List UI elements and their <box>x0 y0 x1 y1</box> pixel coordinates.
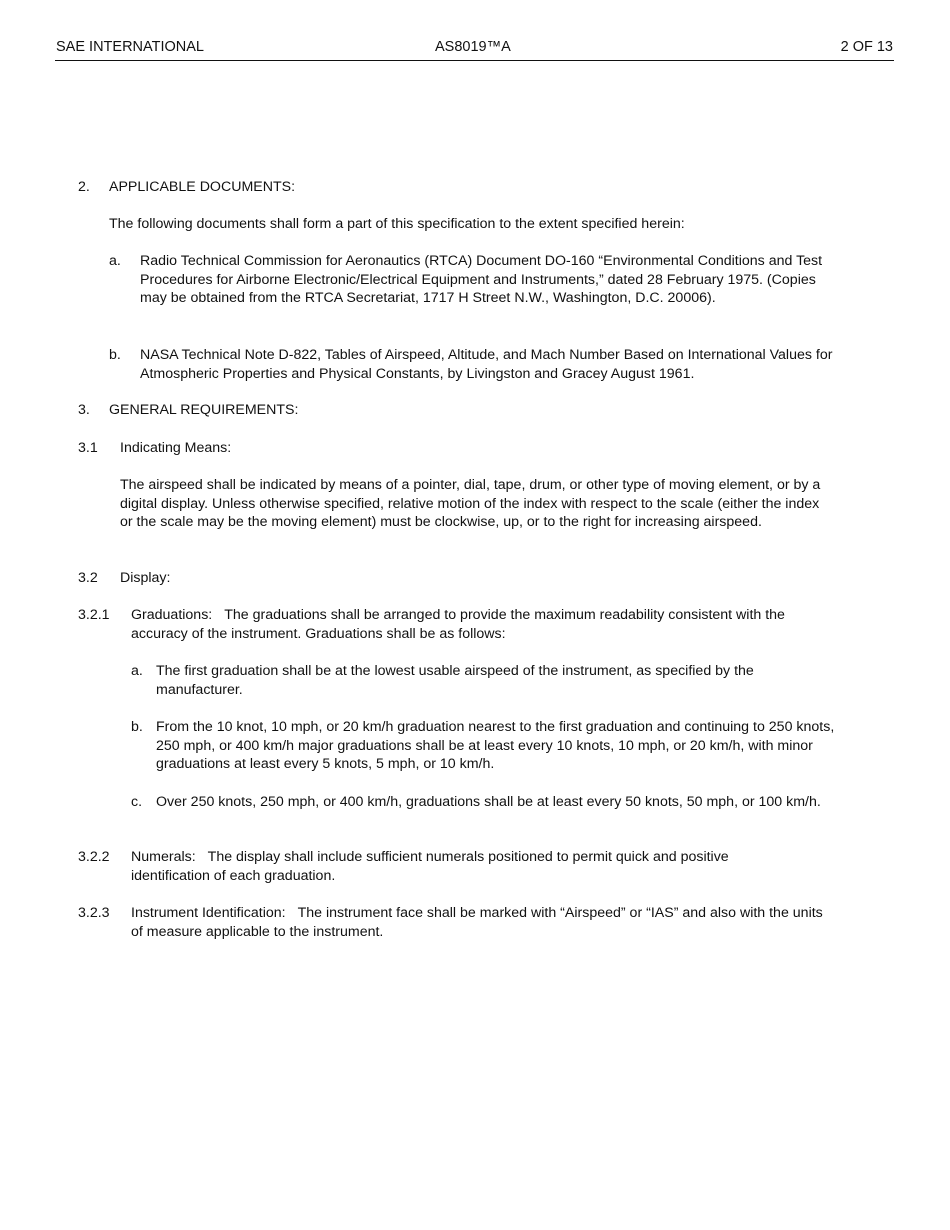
section-3-2-3-text: The instrument face shall be marked with “Airspeed” or “IAS” and also with the units of measure applicable to the instrument. <box>131 905 823 940</box>
header-doc-number: AS8019™A <box>435 39 511 55</box>
section-3-2-1-number: 3.2.1 <box>78 607 110 623</box>
section-3-2-3-number: 3.2.3 <box>78 905 110 921</box>
page-header <box>55 38 894 61</box>
section-3-1-title: Indicating Means: <box>120 440 232 456</box>
section-3-2-3-title: Instrument Identification: <box>131 905 286 921</box>
section-3-2-number: 3.2 <box>78 570 98 586</box>
section-2-number: 2. <box>78 179 90 195</box>
section-2-item-b-text: NASA Technical Note D-822, Tables of Airspeed, Altitude, and Mach Number Based on International Values for Atmospheric Properties and Physical Constants, by Livingston and Gracey August 1961. <box>140 347 833 382</box>
section-3-2-1-item-c-label: c. <box>131 794 143 810</box>
section-3-2-1-paragraph <box>131 606 831 643</box>
section-3-1-text: The airspeed shall be indicated by means of a pointer, dial, tape, drum, or other type of moving element, or by a digital display. Unless otherwise specified, relative motion of the index with respect to the scale (either the index or the scale may be the moving element) must be clockwise, up, or to the right for increasing airspeed. <box>120 477 821 531</box>
section-3-2-2-title: Numerals: <box>131 849 196 865</box>
header-page-number: 2 OF 13 <box>840 39 893 55</box>
section-3-title: GENERAL REQUIREMENTS: <box>109 402 299 418</box>
section-3-2-1-item-b-label: b. <box>131 719 143 735</box>
header-org: SAE INTERNATIONAL <box>56 39 204 55</box>
section-2-item-b-label: b. <box>109 347 121 363</box>
section-3-2-1-text: The graduations shall be arranged to provide the maximum readability consistent with the accuracy of the instrument. Graduations shall be as follows: <box>131 607 785 642</box>
section-3-2-title: Display: <box>120 570 171 586</box>
section-2-intro: The following documents shall form a part of this specification to the extent specified herein: <box>109 216 685 232</box>
section-3-2-2-paragraph <box>131 848 801 885</box>
section-3-number: 3. <box>78 402 90 418</box>
section-3-2-2-number: 3.2.2 <box>78 849 110 865</box>
section-2-title: APPLICABLE DOCUMENTS: <box>109 179 296 195</box>
section-3-2-1-item-c-text: Over 250 knots, 250 mph, or 400 km/h, graduations shall be at least every 50 knots, 50 mph, or 100 km/h. <box>156 794 821 810</box>
section-3-2-3-paragraph <box>131 904 836 941</box>
section-3-2-1-title: Graduations: <box>131 607 213 623</box>
section-3-2-2-text: The display shall include sufficient numerals positioned to permit quick and positive identification of each graduation. <box>131 849 729 884</box>
section-3-2-1-item-a-text: The first graduation shall be at the lowest usable airspeed of the instrument, as specified by the manufacturer. <box>156 663 754 698</box>
section-2-item-a-label: a. <box>109 253 121 269</box>
section-2-item-a-text: Radio Technical Commission for Aeronautics (RTCA) Document DO-160 “Environmental Conditions and Test Procedures for Airborne Electronic/Electrical Equipment and Instruments,” dated 28 February 1975. (Copies may be obtained from the RTCA Secretariat, 1717 H Street N.W., Washington, D.C. 20006). <box>140 253 823 307</box>
section-3-2-1-item-b-text: From the 10 knot, 10 mph, or 20 km/h graduation nearest to the first graduation and continuing to 250 knots, 250 mph, or 400 km/h major graduations shall be at least every 10 knots, 10 mph, or 20 km/h, with minor graduations at least every 5 knots, 5 mph, or 10 km/h. <box>156 719 835 773</box>
section-3-1-number: 3.1 <box>78 440 98 456</box>
section-3-2-1-item-a-label: a. <box>131 663 143 679</box>
